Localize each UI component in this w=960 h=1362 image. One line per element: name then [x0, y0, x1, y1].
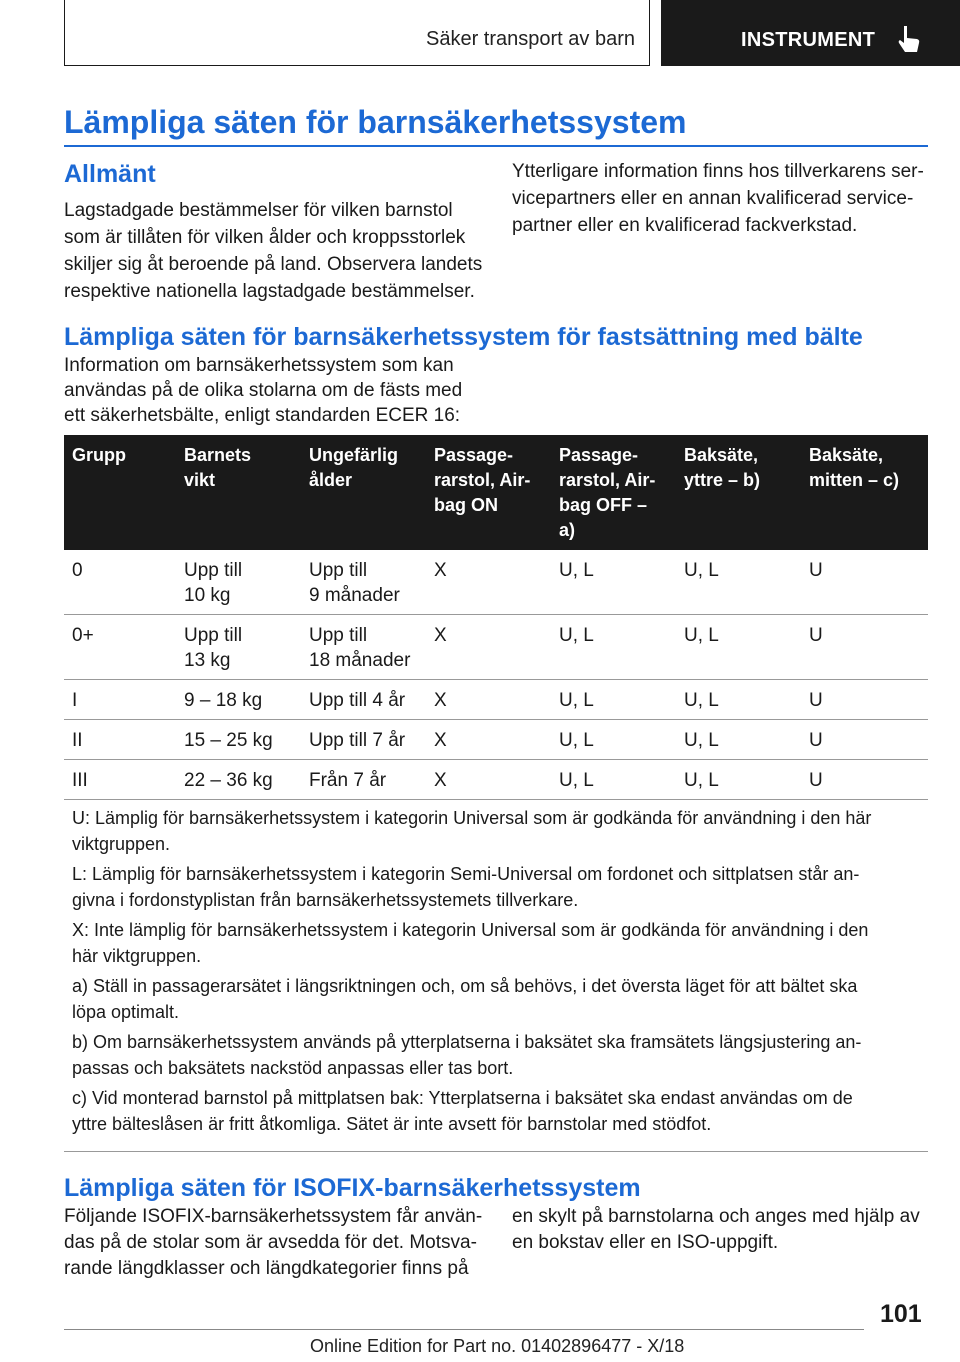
table-row: [64, 760, 928, 800]
cell-line: X: [434, 770, 447, 791]
cell-line: Upp till: [309, 625, 368, 646]
table-cell: [551, 550, 676, 614]
note-line: givna i fordonstyplistan från barnsäkerhetssystemets tillverkare.: [72, 890, 579, 910]
note-line: L: Lämplig för barnsäkerhetssystem i kategorin Semi-Universal om fordonet och sittplatsen står an-: [72, 864, 860, 884]
cell-line: Upp till: [184, 625, 243, 646]
footer-edition: Online Edition for Part no. 01402896477 - X/18: [310, 1336, 685, 1356]
note-line: U: Lämplig för barnsäkerhetssystem i kategorin Universal som är godkända för användning i den här: [72, 808, 872, 828]
cell-line: X: [434, 730, 447, 751]
table-cell: [301, 680, 426, 719]
table-cell: [426, 680, 551, 719]
text-line: rande längdklasser och längdkategorier finns på: [64, 1258, 469, 1279]
table-cell: [426, 550, 551, 614]
table-cell: [64, 680, 176, 719]
cell-line: Upp till: [309, 560, 368, 581]
note-line: viktgruppen.: [72, 834, 171, 854]
table-header-cell: [426, 435, 551, 550]
header-section-title: Säker transport av barn: [426, 28, 635, 50]
cell-line: bag ON: [434, 495, 499, 515]
cell-line: 13 kg: [184, 650, 231, 671]
note-line: yttre bälteslåsen är fritt åtkomliga. Sätet är inte avsett för barnstolar med stödfot.: [72, 1114, 712, 1134]
note-line: c) Vid monterad barnstol på mittplatsen bak: Ytterplatserna i baksätet ska endast användas om de: [72, 1088, 853, 1108]
hand-pointer-icon: [895, 24, 923, 54]
cell-line: Upp till 4 år: [309, 690, 406, 711]
table-cell: [676, 615, 801, 679]
table-note: [72, 917, 920, 969]
general-heading: Allmänt: [64, 160, 156, 188]
cell-line: 10 kg: [184, 585, 231, 606]
table-header-row: [64, 435, 928, 550]
table-note: [72, 1029, 920, 1081]
cell-line: X: [434, 690, 447, 711]
note-line: b) Om barnsäkerhetssystem används på ytterplatserna i baksätet ska framsätets längsjustering an-: [72, 1032, 862, 1052]
table-cell: [801, 720, 928, 759]
text-line: en skylt på barnstolarna och anges med hjälp av: [512, 1206, 920, 1227]
cell-line: U, L: [559, 690, 594, 711]
cell-line: rarstol, Air-: [434, 470, 531, 490]
table-note: [72, 973, 920, 1025]
general-left-text: [64, 197, 484, 305]
table-cell: [64, 550, 176, 614]
table-note: [72, 1085, 920, 1137]
table-cell: [426, 760, 551, 799]
cell-line: vikt: [184, 470, 216, 490]
table-header-cell: [801, 435, 928, 550]
table-cell: [551, 680, 676, 719]
header-chapter-tab[interactable]: [661, 0, 960, 66]
cell-line: 15 – 25 kg: [184, 730, 273, 751]
cell-line: bag OFF –: [559, 495, 648, 515]
table-cell: [176, 615, 301, 679]
table-header-cell: [301, 435, 426, 550]
table-cell: [176, 680, 301, 719]
cell-line: Passage-: [559, 445, 639, 465]
table-cell: [676, 760, 801, 799]
cell-line: a): [559, 520, 576, 540]
cell-line: 0: [72, 560, 83, 581]
table-cell: [676, 720, 801, 759]
text-line: Lagstadgade bestämmelser för vilken barnstol: [64, 200, 453, 221]
table-row: [64, 615, 928, 680]
cell-line: yttre – b): [684, 470, 761, 490]
cell-line: Grupp: [72, 445, 126, 465]
cell-line: U, L: [684, 770, 719, 791]
text-line: skiljer sig åt beroende på land. Observera landets: [64, 254, 483, 275]
table-row: [64, 680, 928, 720]
title-divider: [64, 145, 928, 147]
table-note: [72, 861, 920, 913]
text-line: respektive nationella lagstadgade bestämmelser.: [64, 281, 475, 302]
text-line: en bokstav eller en ISO-uppgift.: [512, 1232, 779, 1253]
cell-line: Ungefärlig: [309, 445, 399, 465]
cell-line: U, L: [559, 730, 594, 751]
cell-line: U, L: [684, 560, 719, 581]
note-line: X: Inte lämplig för barnsäkerhetssystem i kategorin Universal som är godkända för användning i den: [72, 920, 869, 940]
belt-section-heading: Lämpliga säten för barnsäkerhetssystem för fastsättning med bälte: [64, 323, 863, 351]
cell-line: rarstol, Air-: [559, 470, 656, 490]
table-cell: [551, 720, 676, 759]
text-line: vicepartners eller en annan kvalificerad service-: [512, 188, 914, 209]
cell-line: X: [434, 560, 447, 581]
cell-line: U, L: [559, 770, 594, 791]
table-cell: [64, 720, 176, 759]
header-section-box: [64, 0, 650, 66]
table-cell: [801, 615, 928, 679]
table-cell: [176, 550, 301, 614]
table-cell: [301, 550, 426, 614]
table-cell: [676, 680, 801, 719]
cell-line: 9 – 18 kg: [184, 690, 263, 711]
table-cell: [64, 760, 176, 799]
cell-line: U: [809, 770, 823, 791]
note-line: a) Ställ in passagerarsätet i längsriktningen och, om så behövs, i det översta läget för att bältet ska: [72, 976, 858, 996]
table-header-cell: [551, 435, 676, 550]
text-line: användas på de olika stolarna om de fästs med: [64, 380, 463, 401]
isofix-section-heading: Lämpliga säten för ISOFIX-barnsäkerhetssystem: [64, 1174, 641, 1202]
table-cell: [801, 760, 928, 799]
cell-line: X: [434, 625, 447, 646]
cell-line: U, L: [684, 625, 719, 646]
cell-line: U: [809, 690, 823, 711]
table-cell: [551, 760, 676, 799]
table-header-cell: [676, 435, 801, 550]
cell-line: Baksäte,: [684, 445, 759, 465]
note-line: löpa optimalt.: [72, 1002, 180, 1022]
cell-line: mitten – c): [809, 470, 900, 490]
text-line: Följande ISOFIX-barnsäkerhetssystem får använ-: [64, 1206, 483, 1227]
seat-suitability-table: [64, 435, 928, 800]
table-cell: [801, 550, 928, 614]
table-cell: [64, 615, 176, 679]
table-cell: [301, 760, 426, 799]
isofix-left-text: [64, 1204, 494, 1282]
cell-line: U: [809, 625, 823, 646]
general-right-text: [512, 158, 932, 239]
cell-line: Från 7 år: [309, 770, 387, 791]
belt-section-intro: [64, 353, 484, 428]
table-cell: [801, 680, 928, 719]
note-line: passas och baksätets nackstöd anpassas eller tas bort.: [72, 1058, 514, 1078]
cell-line: U: [809, 730, 823, 751]
table-header-cell: [176, 435, 301, 550]
cell-line: U, L: [684, 690, 719, 711]
cell-line: III: [72, 770, 88, 791]
text-line: Information om barnsäkerhetssystem som kan: [64, 355, 454, 376]
table-row: [64, 550, 928, 615]
page-number: 101: [880, 1300, 922, 1328]
cell-line: U: [809, 560, 823, 581]
cell-line: Upp till 7 år: [309, 730, 406, 751]
table-cell: [551, 615, 676, 679]
footer-divider: [64, 1329, 864, 1330]
cell-line: Baksäte,: [809, 445, 884, 465]
header-chapter-title: INSTRUMENT: [741, 29, 876, 51]
cell-line: 0+: [72, 625, 94, 646]
table-cell: [176, 760, 301, 799]
cell-line: Passage-: [434, 445, 514, 465]
table-body: [64, 550, 928, 800]
table-notes: [64, 797, 928, 1152]
cell-line: ålder: [309, 470, 353, 490]
cell-line: Upp till: [184, 560, 243, 581]
note-line: här viktgruppen.: [72, 946, 202, 966]
cell-line: U, L: [684, 730, 719, 751]
text-line: partner eller en kvalificerad fackverkstad.: [512, 215, 858, 236]
text-line: ett säkerhetsbälte, enligt standarden ECER 16:: [64, 405, 461, 426]
cell-line: U, L: [559, 560, 594, 581]
cell-line: I: [72, 690, 78, 711]
text-line: das på de stolar som är avsedda för det. Motsva-: [64, 1232, 477, 1253]
cell-line: II: [72, 730, 83, 751]
table-row: [64, 720, 928, 760]
cell-line: Barnets: [184, 445, 252, 465]
cell-line: 9 månader: [309, 585, 400, 606]
cell-line: 22 – 36 kg: [184, 770, 273, 791]
text-line: som är tillåten för vilken ålder och kroppsstorlek: [64, 227, 466, 248]
table-cell: [301, 615, 426, 679]
isofix-right-text: [512, 1204, 932, 1256]
cell-line: U, L: [559, 625, 594, 646]
table-cell: [426, 720, 551, 759]
table-header-cell: [64, 435, 176, 550]
table-cell: [176, 720, 301, 759]
cell-line: 18 månader: [309, 650, 411, 671]
table-cell: [676, 550, 801, 614]
table-note: [72, 805, 920, 857]
page-title: Lämpliga säten för barnsäkerhetssystem: [64, 104, 687, 140]
table-cell: [426, 615, 551, 679]
text-line: Ytterligare information finns hos tillverkarens ser-: [512, 161, 924, 182]
table-cell: [301, 720, 426, 759]
